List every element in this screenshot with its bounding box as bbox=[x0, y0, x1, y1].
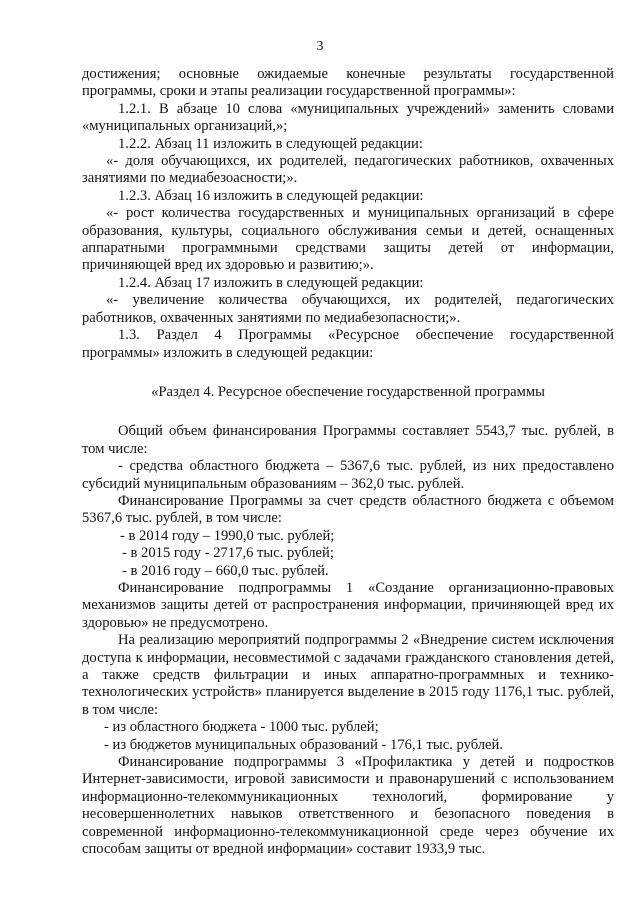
list-item-2014: - в 2014 году – 1990,0 тыс. рублей; bbox=[120, 527, 335, 544]
paragraph-1-2-1: 1.2.1. В абзаце 10 слова «муниципальных учреждений» заменить словами «муниципальных организаций,»; bbox=[82, 100, 614, 135]
page-number: 3 bbox=[316, 39, 324, 54]
paragraph-1-2-3: 1.2.3. Абзац 16 изложить в следующей редакции: bbox=[118, 187, 424, 204]
list-item-2016: - в 2016 году – 660,0 тыс. рублей. bbox=[122, 562, 329, 579]
paragraph-quote-abzac-16: «- рост количества государственных и муниципальных организаций в сфере образования, культуры, социального обслуживания семьи и детей, оснащенных аппаратными программными средствами защиты детей от информации, причиняющей вред их здоровью и развитию;». bbox=[82, 205, 614, 274]
paragraph-quote-abzac-11: «- доля обучающихся, их родителей, педагогических работников, охваченных занятиями по медиабезоасности;». bbox=[82, 153, 614, 187]
paragraph-1-2-4: 1.2.4. Абзац 17 изложить в следующей редакции: bbox=[118, 274, 424, 291]
paragraph-quote-abzac-17: «- увеличение количества обучающихся, их родителей, педагогических работников, охваченных занятиями по медиабезопасности;». bbox=[82, 292, 614, 326]
paragraph-1-3: 1.3. Раздел 4 Программы «Ресурсное обеспечение государственной программы» изложить в следующей редакции: bbox=[82, 327, 614, 361]
paragraph-subprogram-3: Финансирование подпрограммы 3 «Профилактика у детей и подростков Интернет-зависимости, игровой зависимости и правонарушений с использованием информационно-телекоммуникационных технологий, формирование у несовершеннолетних навыков ответственного и безопасного поведения в современной информационно-телекоммуникационной среде через обучение их способам защиты от вредной информации» составит 1933,9 тыс. bbox=[82, 754, 614, 858]
list-item-sub2-regional: - из областного бюджета - 1000 тыс. рублей; bbox=[104, 719, 379, 736]
section-title: «Раздел 4. Ресурсное обеспечение государственной программы bbox=[151, 383, 545, 400]
paragraph-total-financing: Общий объем финансирования Программы составляет 5543,7 тыс. рублей, в том числе: bbox=[82, 423, 614, 457]
list-item-sub2-municipal: - из бюджетов муниципальных образований - 176,1 тыс. рублей. bbox=[104, 736, 503, 753]
paragraph-financing-regional: Финансирование Программы за счет средств областного бюджета с объемом 5367,6 тыс. рублей, в том числе: bbox=[82, 492, 614, 527]
paragraph-1-2-2: 1.2.2. Абзац 11 изложить в следующей редакции: bbox=[118, 135, 423, 152]
list-item-2015: - в 2015 году - 2717,6 тыс. рублей; bbox=[122, 545, 334, 562]
paragraph-continuation: достижения; основные ожидаемые конечные результаты государственной программы, сроки и этапы реализации государственной программы»: bbox=[82, 66, 614, 100]
paragraph-subprogram-1: Финансирование подпрограммы 1 «Создание организационно-правовых механизмов защиты детей от распространения информации, причиняющей вред их здоровью» не предусмотрено. bbox=[82, 579, 614, 631]
document-body bbox=[82, 66, 614, 858]
paragraph-subprogram-2: На реализацию мероприятий подпрограммы 2 «Внедрение систем исключения доступа к информации, несовместимой с задачами гражданского становления детей, а также средств фильтрации и иных аппаратно-программных и технико-технологических устройств» планируется выделение в 2015 году 1176,1 тыс. рублей, в том числе: bbox=[82, 632, 614, 718]
paragraph-regional-budget: - средства областного бюджета – 5367,6 тыс. рублей, из них предоставлено субсидий муниципальным образованиям – 362,0 тыс. рублей. bbox=[82, 458, 614, 492]
